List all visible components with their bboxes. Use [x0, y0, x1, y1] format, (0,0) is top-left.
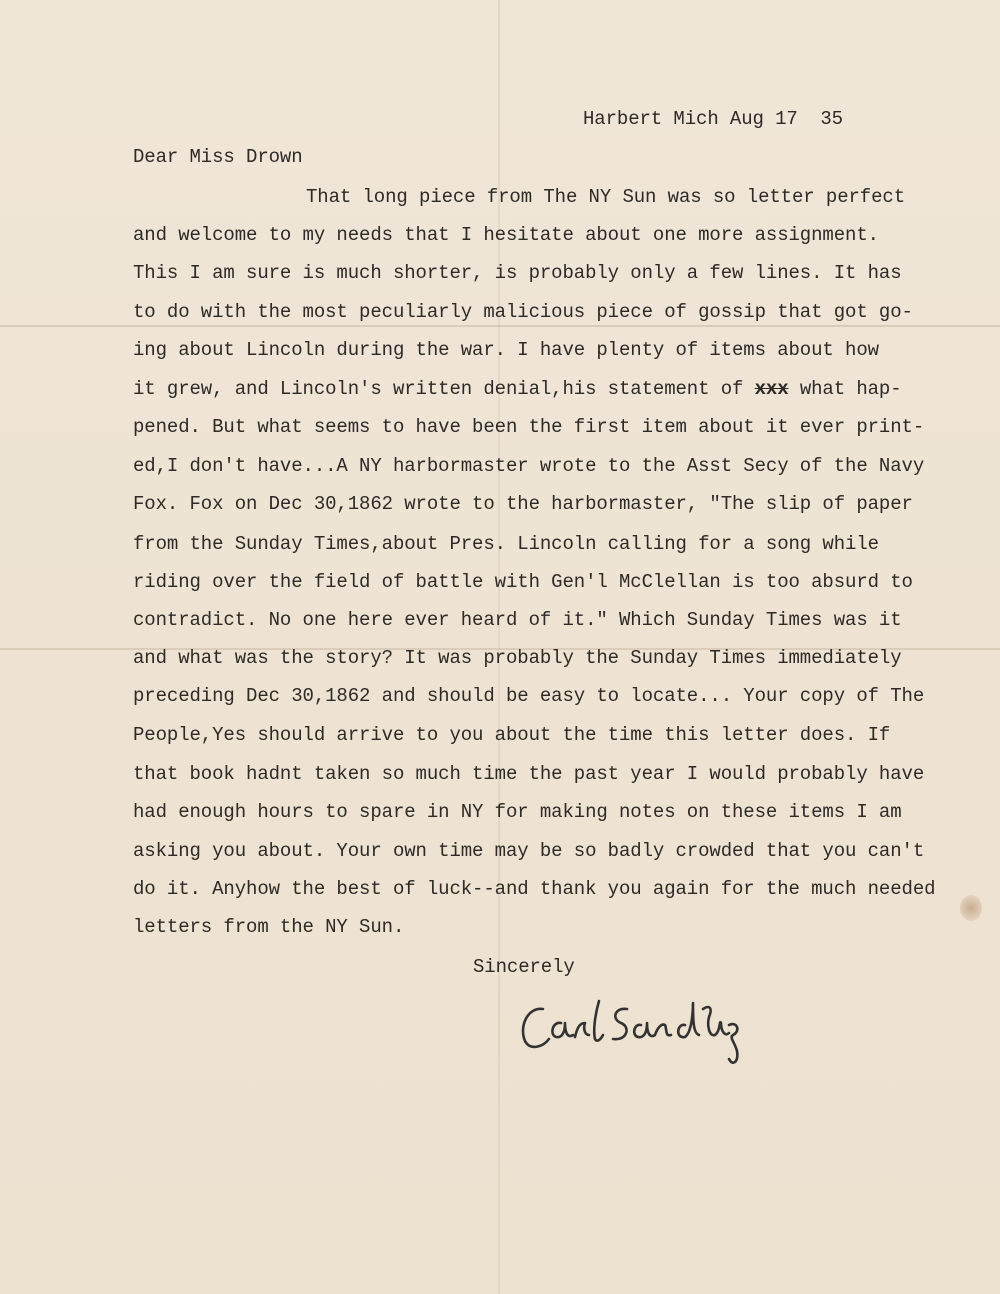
body-line: contradict. No one here ever heard of it." Which Sunday Times was it [133, 609, 902, 631]
body-line: asking you about. Your own time may be so badly crowded that you can't [133, 840, 925, 862]
line-segment: what hap- [788, 378, 902, 400]
body-line: from the Sunday Times,about Pres. Lincoln calling for a song while [133, 533, 879, 555]
handwritten-signature [515, 995, 745, 1080]
body-line: and what was the story? It was probably the Sunday Times immediately [133, 647, 902, 669]
body-line: This I am sure is much shorter, is probably only a few lines. It has [133, 262, 902, 284]
body-line: preceding Dec 30,1862 and should be easy to locate... Your copy of The [133, 685, 925, 707]
body-line: That long piece from The NY Sun was so letter perfect [306, 186, 905, 208]
fold-crease [0, 325, 1000, 327]
body-line: People,Yes should arrive to you about the time this letter does. If [133, 724, 891, 746]
line-segment: it grew, and Lincoln's written denial,his statement of [133, 378, 755, 400]
body-line: ing about Lincoln during the war. I have plenty of items about how [133, 339, 879, 361]
body-line: ed,I don't have...A NY harbormaster wrote to the Asst Secy of the Navy [133, 455, 925, 477]
body-line: do it. Anyhow the best of luck--and thank you again for the much needed [133, 878, 936, 900]
body-line: had enough hours to spare in NY for making notes on these items I am [133, 801, 902, 823]
paper-stain [960, 895, 982, 921]
body-line: letters from the NY Sun. [133, 916, 405, 938]
body-line: to do with the most peculiarly malicious piece of gossip that got go- [133, 301, 913, 323]
body-line: and welcome to my needs that I hesitate about one more assignment. [133, 224, 879, 246]
body-line: pened. But what seems to have been the first item about it ever print- [133, 416, 925, 438]
body-line: that book hadnt taken so much time the past year I would probably have [133, 763, 925, 785]
body-line: riding over the field of battle with Gen'l McClellan is too absurd to [133, 571, 913, 593]
closing: Sincerely [473, 956, 575, 978]
dateline: Harbert Mich Aug 17 35 [583, 108, 843, 130]
body-line: Fox. Fox on Dec 30,1862 wrote to the harbormaster, "The slip of paper [133, 493, 913, 515]
body-line [133, 378, 902, 400]
struck-text: xxx [754, 378, 789, 400]
salutation: Dear Miss Drown [133, 146, 303, 168]
